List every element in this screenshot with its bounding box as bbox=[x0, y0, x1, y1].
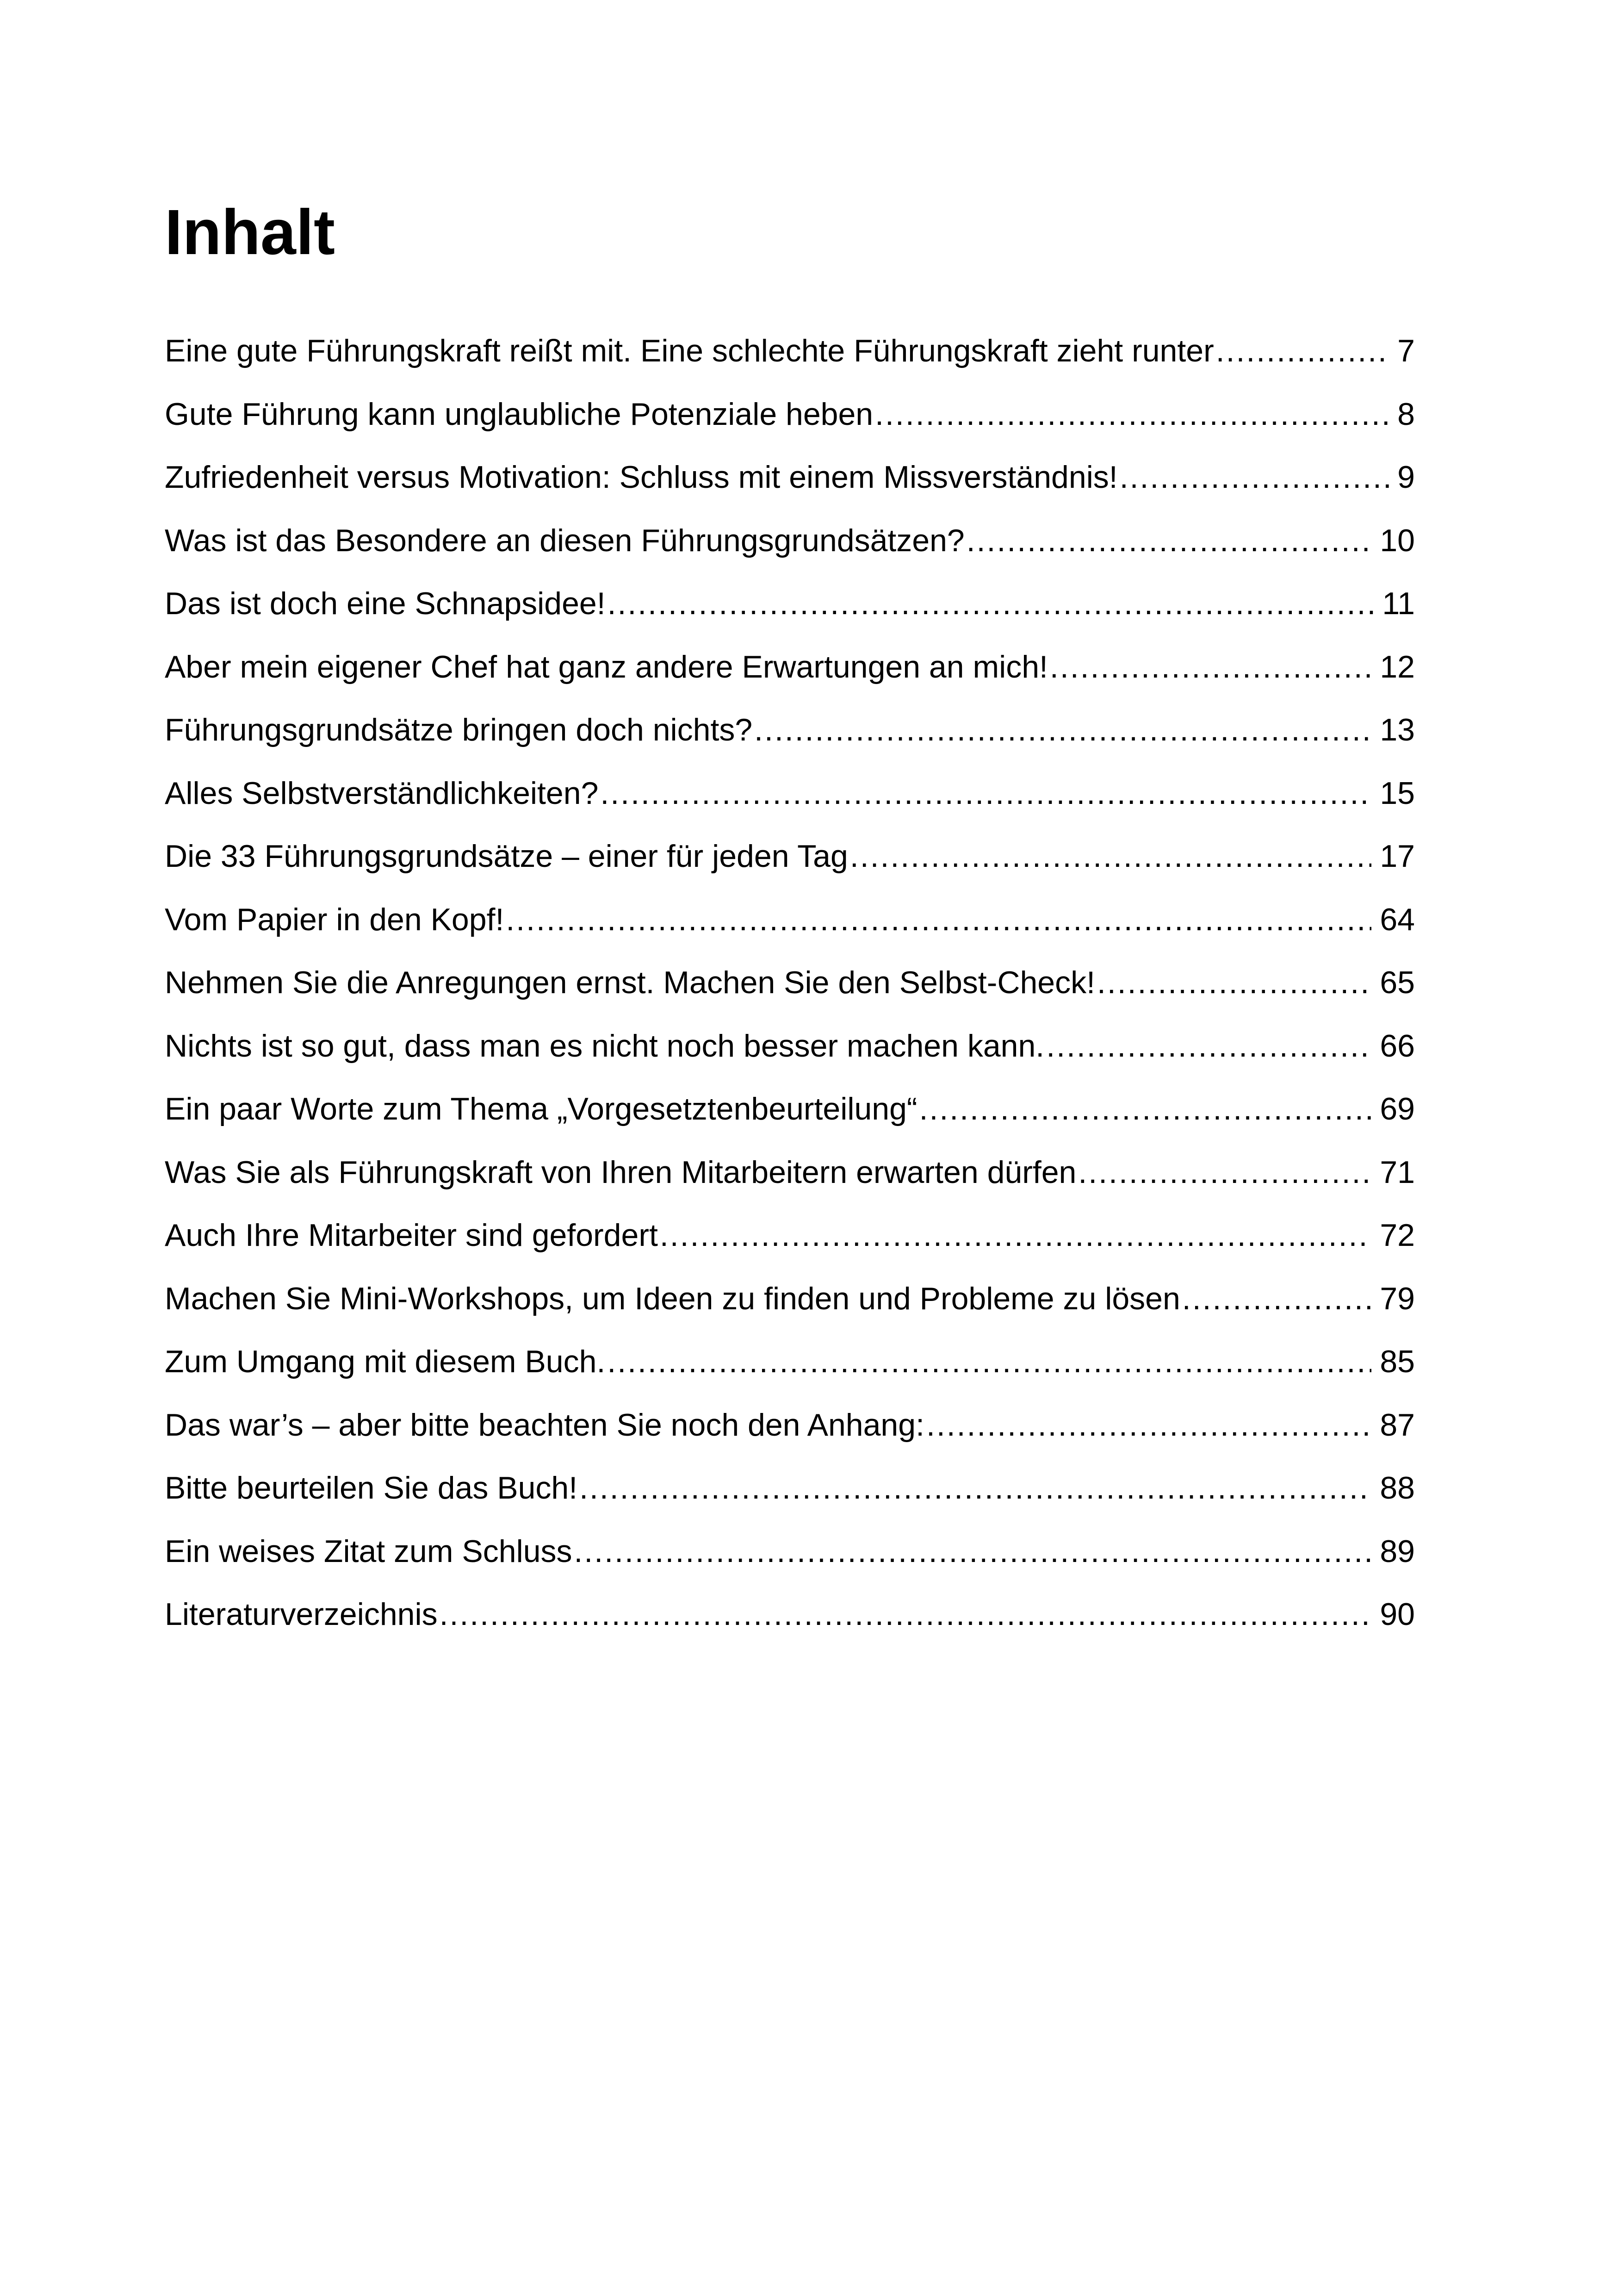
dot-leader bbox=[440, 1583, 1372, 1646]
toc-entry-title: Bitte beurteilen Sie das Buch! bbox=[165, 1470, 578, 1506]
toc-entry-page-number: 88 bbox=[1380, 1470, 1415, 1506]
dot-leader bbox=[506, 888, 1371, 952]
toc-entry bbox=[165, 1141, 1415, 1204]
toc-entry-page-number: 64 bbox=[1380, 902, 1415, 937]
toc-entry bbox=[165, 446, 1415, 509]
toc-entry bbox=[165, 825, 1415, 888]
dot-leader bbox=[607, 1330, 1371, 1394]
toc-entry-title: Das ist doch eine Schnapsidee! bbox=[165, 586, 606, 621]
toc-entry bbox=[165, 383, 1415, 446]
dot-leader bbox=[1097, 951, 1371, 1014]
toc-entry-page-number: 9 bbox=[1397, 460, 1415, 495]
toc-entry bbox=[165, 762, 1415, 825]
dot-leader bbox=[754, 698, 1371, 762]
table-of-contents bbox=[165, 319, 1415, 1646]
toc-entry-page-number: 12 bbox=[1380, 649, 1415, 684]
dot-leader bbox=[579, 1456, 1371, 1520]
toc-entry-title: Gute Führung kann unglaubliche Potenziale heben bbox=[165, 396, 874, 432]
toc-entry-title: Vom Papier in den Kopf! bbox=[165, 902, 504, 937]
toc-entry-page-number: 89 bbox=[1380, 1533, 1415, 1569]
toc-entry-page-number: 87 bbox=[1380, 1407, 1415, 1443]
toc-entry-title: Aber mein eigener Chef hat ganz andere Erwartungen an mich! bbox=[165, 649, 1048, 684]
toc-entry-title: Das war’s – aber bitte beachten Sie noch den Anhang: bbox=[165, 1407, 924, 1443]
toc-entry-title: Nehmen Sie die Anregungen ernst. Machen Sie den Selbst-Check! bbox=[165, 965, 1095, 1000]
toc-entry-title: Nichts ist so gut, dass man es nicht noch besser machen kann. bbox=[165, 1028, 1045, 1064]
page-title: Inhalt bbox=[165, 197, 335, 268]
dot-leader bbox=[608, 572, 1374, 635]
toc-entry bbox=[165, 888, 1415, 952]
toc-entry bbox=[165, 1520, 1415, 1583]
dot-leader bbox=[600, 762, 1371, 825]
dot-leader bbox=[875, 383, 1389, 446]
toc-entry-title: Führungsgrundsätze bringen doch nichts? bbox=[165, 712, 753, 747]
toc-entry-page-number: 10 bbox=[1380, 523, 1415, 558]
toc-entry bbox=[165, 319, 1415, 383]
toc-entry bbox=[165, 1204, 1415, 1267]
dot-leader bbox=[850, 825, 1372, 888]
dot-leader bbox=[574, 1520, 1372, 1583]
toc-entry bbox=[165, 1394, 1415, 1457]
toc-entry-title: Auch Ihre Mitarbeiter sind gefordert bbox=[165, 1218, 658, 1253]
toc-entry bbox=[165, 1077, 1415, 1141]
toc-entry-page-number: 79 bbox=[1380, 1281, 1415, 1316]
toc-entry-title: Ein paar Worte zum Thema „Vorgesetztenbeurteilung“ bbox=[165, 1091, 917, 1126]
toc-entry bbox=[165, 572, 1415, 635]
dot-leader bbox=[967, 509, 1372, 572]
toc-entry-page-number: 13 bbox=[1380, 712, 1415, 747]
dot-leader bbox=[1182, 1267, 1372, 1331]
toc-entry bbox=[165, 1456, 1415, 1520]
dot-leader bbox=[1078, 1141, 1371, 1204]
toc-entry bbox=[165, 509, 1415, 572]
toc-entry-page-number: 65 bbox=[1380, 965, 1415, 1000]
toc-entry-title: Zufriedenheit versus Motivation: Schluss mit einem Missverständnis! bbox=[165, 460, 1118, 495]
toc-entry-title: Ein weises Zitat zum Schluss bbox=[165, 1533, 572, 1569]
dot-leader bbox=[919, 1077, 1372, 1141]
toc-entry-page-number: 69 bbox=[1380, 1091, 1415, 1126]
dot-leader bbox=[1046, 1014, 1371, 1078]
toc-entry-page-number: 72 bbox=[1380, 1218, 1415, 1253]
dot-leader bbox=[660, 1204, 1372, 1267]
toc-entry bbox=[165, 951, 1415, 1014]
toc-entry-title: Machen Sie Mini-Workshops, um Ideen zu finden und Probleme zu lösen bbox=[165, 1281, 1180, 1316]
toc-entry-title: Was Sie als Führungskraft von Ihren Mitarbeitern erwarten dürfen bbox=[165, 1154, 1077, 1190]
toc-entry-page-number: 71 bbox=[1380, 1154, 1415, 1190]
dot-leader bbox=[926, 1394, 1371, 1457]
toc-entry-page-number: 7 bbox=[1397, 333, 1415, 368]
toc-entry bbox=[165, 1583, 1415, 1646]
toc-entry-page-number: 17 bbox=[1380, 839, 1415, 874]
toc-entry-page-number: 8 bbox=[1397, 396, 1415, 432]
dot-leader bbox=[1050, 635, 1371, 699]
toc-entry-title: Zum Umgang mit diesem Buch. bbox=[165, 1344, 606, 1379]
toc-entry-title: Die 33 Führungsgrundsätze – einer für jeden Tag bbox=[165, 839, 848, 874]
toc-entry bbox=[165, 698, 1415, 762]
toc-entry bbox=[165, 1330, 1415, 1394]
toc-entry bbox=[165, 1014, 1415, 1078]
toc-entry-title: Eine gute Führungskraft reißt mit. Eine schlechte Führungskraft zieht runter bbox=[165, 333, 1214, 368]
toc-entry-page-number: 85 bbox=[1380, 1344, 1415, 1379]
toc-entry-page-number: 11 bbox=[1382, 586, 1415, 621]
toc-entry bbox=[165, 635, 1415, 699]
toc-entry-page-number: 15 bbox=[1380, 775, 1415, 811]
toc-entry-page-number: 66 bbox=[1380, 1028, 1415, 1064]
dot-leader bbox=[1120, 446, 1389, 509]
toc-entry-title: Literaturverzeichnis bbox=[165, 1597, 438, 1632]
toc-entry-title: Alles Selbstverständlichkeiten? bbox=[165, 775, 599, 811]
toc-entry-page-number: 90 bbox=[1380, 1597, 1415, 1632]
toc-entry-title: Was ist das Besondere an diesen Führungsgrundsätzen? bbox=[165, 523, 965, 558]
toc-entry bbox=[165, 1267, 1415, 1331]
dot-leader bbox=[1216, 319, 1389, 383]
